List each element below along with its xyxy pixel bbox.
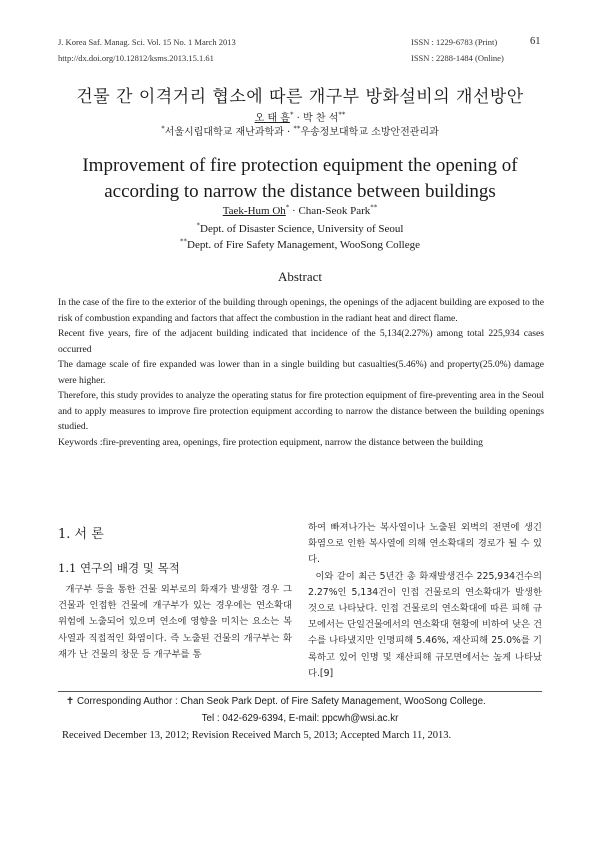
korean-title: 건물 간 이격거리 협소에 따른 개구부 방화설비의 개선방안 xyxy=(76,87,524,107)
english-author-2-mark: ** xyxy=(370,203,378,212)
english-affiliation-1 xyxy=(0,223,600,235)
english-affiliation-2 xyxy=(0,239,600,251)
korean-author-1: 오 태 흠 xyxy=(254,113,290,124)
english-aff-2-mark: ** xyxy=(180,237,188,246)
korean-author-sep: · xyxy=(293,113,304,124)
korean-aff-sep: · xyxy=(283,127,294,138)
abstract-heading: Abstract xyxy=(277,269,323,284)
footnote-divider xyxy=(58,691,542,692)
section-heading: 1. 서 론 xyxy=(58,527,104,542)
korean-authors xyxy=(0,109,600,124)
contact-info: Tel : 042-629-6394, E-mail: ppcwh@wsi.ac.kr xyxy=(201,713,399,724)
corresponding-author-text: Corresponding Author : Chan Seok Park Dept. of Fire Safety Management, WooSong College. xyxy=(74,696,486,707)
issn-print: ISSN : 1229-6783 (Print) xyxy=(411,37,498,47)
abstract-paragraph: The damage scale of fire expanded was lower than in a single building but casualties(5.46%) and property(25.0%) damage were higher. xyxy=(58,359,544,386)
right-column xyxy=(308,520,542,682)
issn-online: ISSN : 2288-1484 (Online) xyxy=(411,53,504,63)
abstract-paragraph: Recent five years, fire of the adjacent building indicated that incidence of the 5,134(2.27%) among total 225,934 cases occurred xyxy=(58,328,544,355)
left-column xyxy=(58,582,292,663)
english-author-2: Chan-Seok Park xyxy=(298,205,371,217)
korean-author-1-mark: * xyxy=(289,110,294,119)
korean-author-2-mark: ** xyxy=(338,110,346,119)
english-aff-1-text: Dept. of Disaster Science, University of Seoul xyxy=(200,223,404,235)
keywords-label: Keywords : xyxy=(58,436,103,448)
corresponding-author xyxy=(66,696,486,707)
keywords xyxy=(58,435,544,451)
page-number: 61 xyxy=(530,36,541,47)
korean-aff-1: 서울시립대학교 재난과학과 xyxy=(164,127,284,138)
subsection-heading: 1.1 연구의 배경 및 목적 xyxy=(58,561,180,575)
english-aff-2-text: Dept. of Fire Safety Management, WooSong College xyxy=(187,239,420,251)
korean-aff-2-mark: ** xyxy=(293,124,301,133)
abstract-paragraph: In the case of the fire to the exterior of the building through openings, the openings of the adjacent building are exposed to the risk of combustion expanding and factors that affect the combustion in the radiant heat and direct flame. xyxy=(58,297,544,324)
body-paragraph: 하여 빠져나가는 복사열이나 노출된 외벽의 전면에 생긴 화염으로 인한 복사열에 의해 연소확대의 경로가 될 수 있다. xyxy=(308,522,542,566)
korean-affiliations xyxy=(0,123,600,138)
english-title: Improvement of fire protection equipment the opening of according to narrow the distance between buildings xyxy=(82,155,518,202)
abstract-body xyxy=(58,295,544,450)
english-author-1-mark: * xyxy=(285,203,290,212)
received-dates: Received December 13, 2012; Revision Received March 5, 2013; Accepted March 11, 2013. xyxy=(62,730,452,741)
journal-citation: J. Korea Saf. Manag. Sci. Vol. 15 No. 1 March 2013 xyxy=(58,37,236,47)
english-aff-1-mark: * xyxy=(196,221,201,230)
korean-aff-1-mark: * xyxy=(161,124,165,133)
body-paragraph: 개구부 등을 통한 건물 외부로의 화재가 발생할 경우 그 건물과 인접한 건물에 개구부가 있는 경우에는 연소확대 위험에 노출되어 있으며 연소에 영향을 미치는 요소는 복사열과 직접적인 화염이다. 즉 노출된 건물의 개구부는 화재가 난 건물의 창문 등 개구부를 통 xyxy=(58,584,292,660)
korean-aff-2: 우송정보대학교 소방안전관리과 xyxy=(300,127,439,138)
english-author-1: Taek-Hum Oh xyxy=(222,205,286,217)
keywords-list: fire-preventing area, openings, fire protection equipment, narrow the distance between the building xyxy=(102,436,483,448)
abstract-paragraph: Therefore, this study provides to analyze the operating status for fire protection equipment of fire-preventing area in the Seoul and to apply measures to improve fire protection equipment according to narrow the distance between the building openings studied. xyxy=(58,390,544,432)
korean-author-2: 박 찬 석 xyxy=(303,113,339,124)
english-author-sep: · xyxy=(289,205,299,217)
doi-link[interactable]: http://dx.doi.org/10.12812/ksms.2013.15.1.61 xyxy=(58,53,214,63)
body-paragraph: 이와 같이 최근 5년간 총 화재발생건수 225,934건수의 2.27%인 5,134건이 인접 건물로의 연소확대가 발생한 것으로 나타났다. 인접 건물로의 연소확대에 따른 피해 규모에서는 단일건물에서의 연소확대 현황에 비하여 낮은 건수를 나타냈지만 인명피해 5.46%, 재산피해 25.0%를 기록하고 있어 인명 및 재산피해 규모면에서는 높게 나타났다.[9] xyxy=(308,570,542,679)
english-authors xyxy=(0,205,600,217)
dagger-icon: ✝ xyxy=(66,696,75,707)
